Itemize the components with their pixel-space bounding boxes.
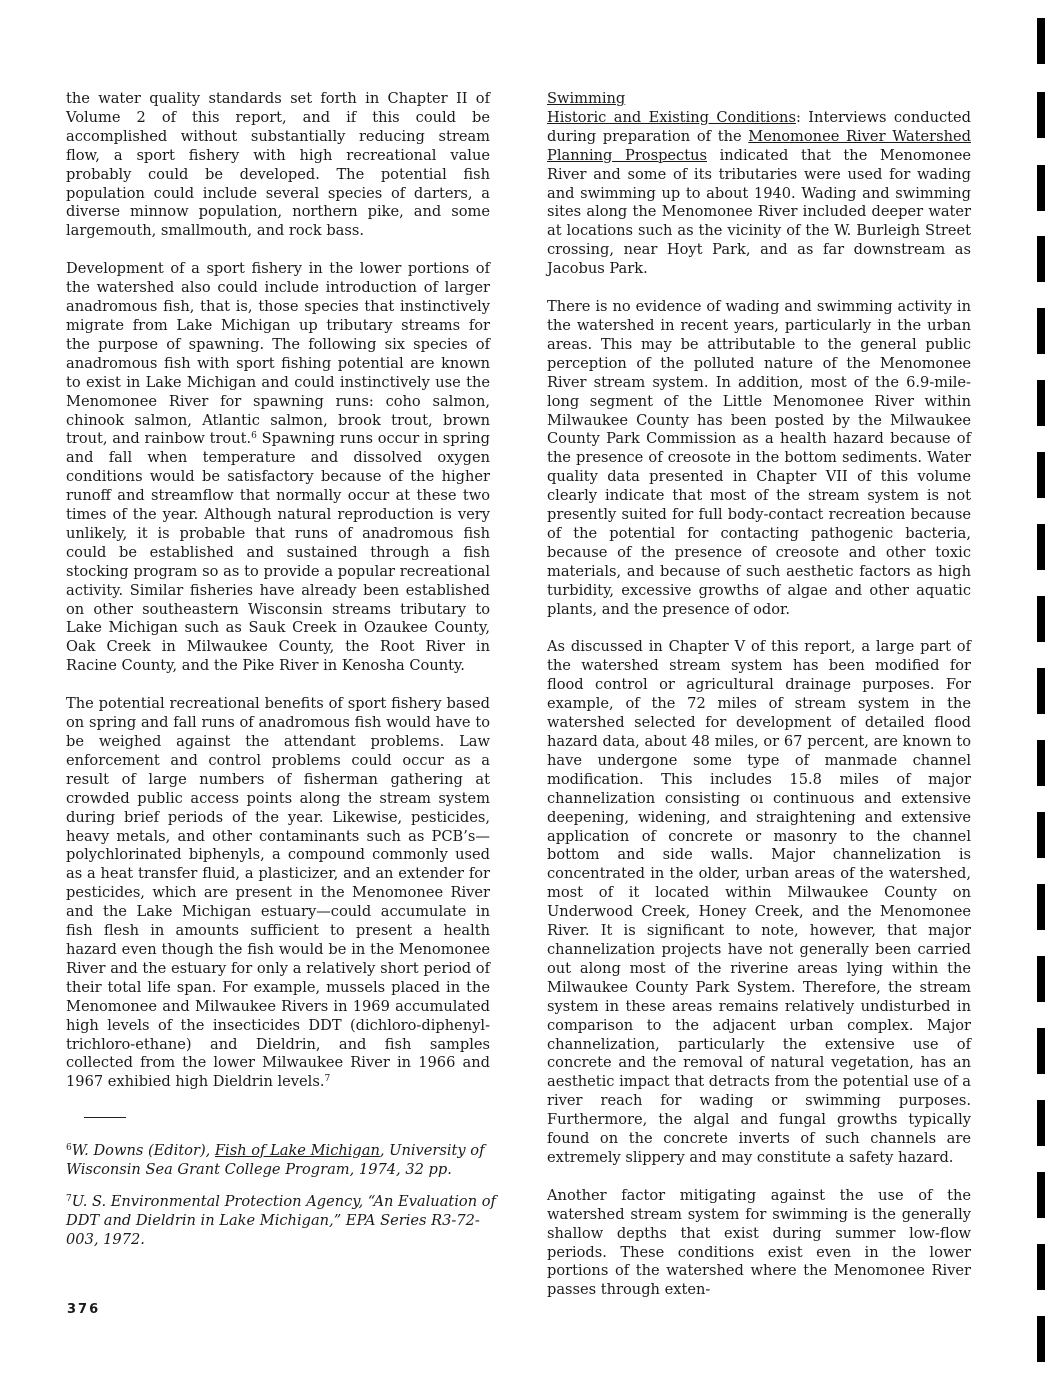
left-column	[66, 90, 490, 1092]
right-paragraph-4: Another factor mitigating against the use of the watershed stream system for swimming is the generally shallow depths that exist during summer low-flow periods. These conditions exist even in the lower portions of the watershed where the Menomonee River passes through exten-	[547, 1186, 971, 1299]
footnotes	[66, 1142, 496, 1263]
footnote-divider	[84, 1117, 126, 1118]
footnote-6: $^6$W. Downs (Editor), Fish of Lake Michigan, University of Wisconsin Sea Grant College Program, 1974, 32 pp.	[66, 1142, 485, 1178]
scan-mark	[1037, 18, 1045, 64]
scan-mark	[1037, 524, 1045, 570]
scan-mark	[1037, 812, 1045, 858]
scan-mark	[1037, 165, 1045, 211]
sub-heading: Historic and Existing Conditions	[547, 108, 796, 126]
scan-mark	[1037, 308, 1045, 354]
left-paragraph-1: the water quality standards set forth in Chapter II of Volume 2 of this report, and if this could be accomplished without substantially reducing stream flow, a sport fishery with high recreational value probably could be developed. The potential fish population could include several species of darters, a diverse minnow population, northern pike, and some largemouth, smallmouth, and rock bass.	[66, 90, 490, 240]
scan-mark	[1037, 1316, 1045, 1362]
scan-mark	[1037, 596, 1045, 642]
scan-mark	[1037, 1244, 1045, 1290]
scan-mark	[1037, 1028, 1045, 1074]
scan-mark	[1037, 236, 1045, 282]
scan-mark	[1037, 1100, 1045, 1146]
left-paragraph-3: The potential recreational benefits of sport fishery based on spring and fall runs of anadromous fish would have to be weighed against the attendant problems. Law enforcement and control problems could occur as a result of large numbers of fisherman gathering at crowded public access points along the stream system during brief periods of the year. Likewise, pesticides, heavy metals, and other contaminants such as PCB’s—polychlorinated biphenyls, a compound commonly used as a heat transfer fluid, a plasticizer, and an extender for pesticides, which are present in the Menomonee River and the Lake Michigan estuary—could accumulate in fish flesh in amounts sufficient to present a health hazard even though the fish would be in the Menomonee River and the estuary for only a relatively short period of their total life span. For example, mussels placed in the Menomonee and Milwaukee Rivers in 1969 accumulated high levels of the insecticides DDT (dichloro-diphenyl-trichloro-ethane) and Dieldrin, and fish samples collected from the lower Milwaukee River in 1966 and 1967 exhibied high Dieldrin levels.$^7$	[66, 695, 490, 1091]
scan-mark	[1037, 380, 1045, 426]
scan-edge-marks	[1017, 0, 1057, 1379]
page-number: 376	[67, 1302, 101, 1317]
prospectus-title: Menomonee River Watershed Planning Prospectus	[547, 127, 971, 164]
footnote-ref-7: 7	[324, 1074, 331, 1085]
scan-mark	[1037, 1172, 1045, 1218]
scan-mark	[1037, 740, 1045, 786]
right-column	[547, 90, 971, 1300]
scan-mark	[1037, 668, 1045, 714]
right-paragraph-2: There is no evidence of wading and swimming activity in the watershed in recent years, particularly in the urban areas. This may be attributable to the general public perception of the polluted nature of the Menomonee River stream system. In addition, most of the 6.9-mile-long segment of the Little Menomonee River within Milwaukee County has been posted by the Milwaukee County Park Commission as a health hazard because of the presence of creosote in the bottom sediments. Water quality data presented in Chapter VII of this volume clearly indicate that most of the stream system is not presently suited for full body-contact recreation because of the potential for contacting pathogenic bacteria, because of the presence of creosote and other toxic materials, and because of such aesthetic factors as high turbidity, excessive growths of algae and other aquatic plants, and the presence of odor.	[547, 298, 971, 618]
footnote-7: $^7$U. S. Environmental Protection Agency, “An Evaluation of DDT and Dieldrin in Lake Michigan,” EPA Series R3-72-003, 1972.	[66, 1192, 496, 1248]
left-paragraph-2: Development of a sport fishery in the lower portions of the watershed also could include introduction of larger anadromous fish, that is, those species that instinctively migrate from Lake Michigan up tributary streams for the purpose of spawning. The following six species of anadromous fish with sport fishing potential are known to exist in Lake Michigan and could instinctively use the Menomonee River for spawning runs: coho salmon, chinook salmon, Atlantic salmon, brook trout, brown trout, and rainbow trout.$^6$ Spawning runs occur in spring and fall when temperature and dissolved oxygen conditions would be satisfactory because of the higher runoff and streamflow that normally occur at these two times of the year. Although natural reproduction is very unlikely, it is probable that runs of anadromous fish could be established and sustained through a fish stocking program so as to provide a popular recreational activity. Similar fisheries have already been established on other southeastern Wisconsin streams tributary to Lake Michigan such as Sauk Creek in Ozaukee County, Oak Creek in Milwaukee County, the Root River in Racine County, and the Pike River in Kenosha County.	[66, 260, 491, 675]
right-paragraph-3: As discussed in Chapter V of this report, a large part of the watershed stream system has been modified for flood control or agricultural drainage purposes. For example, of the 72 miles of stream system in the watershed selected for development of detailed flood hazard data, about 48 miles, or 67 percent, are known to have undergone some type of manmade channel modification. This includes 15.8 miles of major channelization consisting oı continuous and extensive deepening, widening, and straightening and extensive application of concrete or masonry to the channel bottom and side walls. Major channelization is concentrated in the older, urban areas of the watershed, most of it located within Milwaukee County on Underwood Creek, Honey Creek, and the Menomonee River. It is significant to note, however, that major channelization projects have not generally been carried out along most of the riverine areas lying within the Milwaukee County Park System. Therefore, the stream system in these areas remains relatively undisturbed in comparison to the adjacent urban complex. Major channelization, particularly the extensive use of concrete and the removal of natural vegetation, has an aesthetic impact that detracts from the potential use of a river reach for wading or swimming purposes. Furthermore, the algal and fungal growths typically found on the concrete inverts of such channels are extremely slippery and may constitute a safety hazard.	[547, 638, 971, 1166]
scan-mark	[1037, 92, 1045, 138]
scan-mark	[1037, 884, 1045, 930]
scan-mark	[1037, 452, 1045, 498]
scan-mark	[1037, 956, 1045, 1002]
right-paragraph-1: Historic and Existing Conditions: Interviews conducted during preparation of the Menomonee River Watershed Planning Prospectus indicated that the Menomonee River and some of its tributaries were used for wading and swimming up to about 1940. Wading and swimming sites along the Menomonee River included deeper water at locations such as the vicinity of the W. Burleigh Street crossing, near Hoyt Park, and as far downstream as Jacobus Park.	[547, 108, 972, 278]
section-heading-swimming: Swimming	[547, 90, 626, 107]
footnote-ref-6: 6	[251, 431, 257, 442]
